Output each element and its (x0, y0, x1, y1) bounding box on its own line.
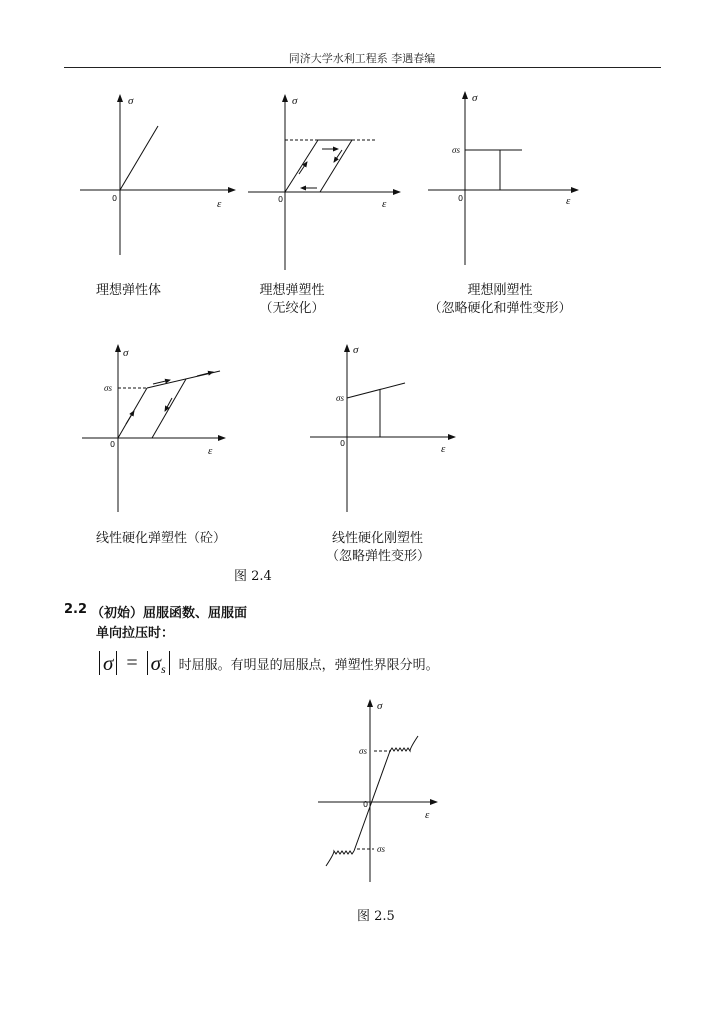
svg-text:σ: σ (123, 347, 129, 359)
svg-text:σs: σs (377, 844, 385, 854)
svg-text:ε: ε (441, 443, 446, 455)
plot-ideal-elastic (80, 95, 235, 255)
svg-text:σs: σs (336, 393, 344, 403)
svg-text:ε: ε (382, 198, 387, 210)
svg-text:σs: σs (359, 746, 367, 756)
elastic-line (120, 126, 158, 190)
svg-text:ε: ε (566, 195, 571, 207)
yield-condition-line (96, 650, 439, 676)
plot-ideal-rigid-plastic (428, 92, 578, 265)
subcaption-linear-hardening-rigid-plastic: （忽略弹性变形） (326, 549, 431, 564)
svg-text:0: 0 (340, 439, 346, 448)
subcaption-ideal-elastoplastic: （无绞化） (259, 301, 325, 316)
yield-condition-text: 时屈服。有明显的屈服点，弹塑性界限分明。 (178, 657, 439, 673)
svg-text:σ: σ (292, 95, 298, 107)
caption-linear-hardening-rigid-plastic: 线性硬化刚塑性 (332, 531, 424, 546)
svg-text:σ: σ (377, 700, 383, 712)
figure-2-5-label: 图 2.5 (357, 909, 395, 924)
svg-text:0: 0 (458, 194, 464, 203)
caption-ideal-elastic: 理想弹性体 (96, 283, 162, 298)
svg-text:0: 0 (112, 194, 118, 203)
svg-text:σ: σ (472, 92, 478, 104)
section-number: 2.2 (64, 602, 88, 617)
plot-ideal-elastoplastic (248, 95, 400, 270)
plot-linear-hardening-elastoplastic (82, 345, 225, 512)
section-title: （初始）屈服函数、屈服面 (91, 606, 248, 621)
svg-text:0: 0 (278, 195, 284, 204)
svg-text:σs: σs (104, 383, 112, 393)
subcaption-ideal-rigid-plastic: （忽略硬化和弹性变形） (428, 301, 572, 316)
svg-text:ε: ε (217, 198, 222, 210)
svg-text:0: 0 (110, 440, 116, 449)
page-header: 同济大学水利工程系 李遇春编 (288, 52, 436, 65)
caption-ideal-elastoplastic: 理想弹塑性 (259, 283, 325, 298)
caption-ideal-rigid-plastic: 理想刚塑性 (467, 283, 533, 298)
section-subheading: 单向拉压时： (96, 626, 175, 641)
svg-text:σ: σ (353, 344, 359, 356)
svg-text:σs: σs (452, 145, 460, 155)
figure-2-4-label: 图 2.4 (234, 569, 272, 584)
plot-uniaxial-yield (318, 700, 437, 882)
svg-text:ε: ε (208, 445, 213, 457)
svg-text:ε: ε (425, 809, 430, 821)
label-sigma: σ (128, 95, 134, 107)
caption-linear-hardening-elastoplastic: 线性硬化弹塑性（砼） (96, 531, 227, 546)
svg-text:0: 0 (363, 800, 369, 809)
yield-equation: σ = σ s (96, 651, 173, 676)
plot-linear-hardening-rigid-plastic (310, 345, 455, 512)
